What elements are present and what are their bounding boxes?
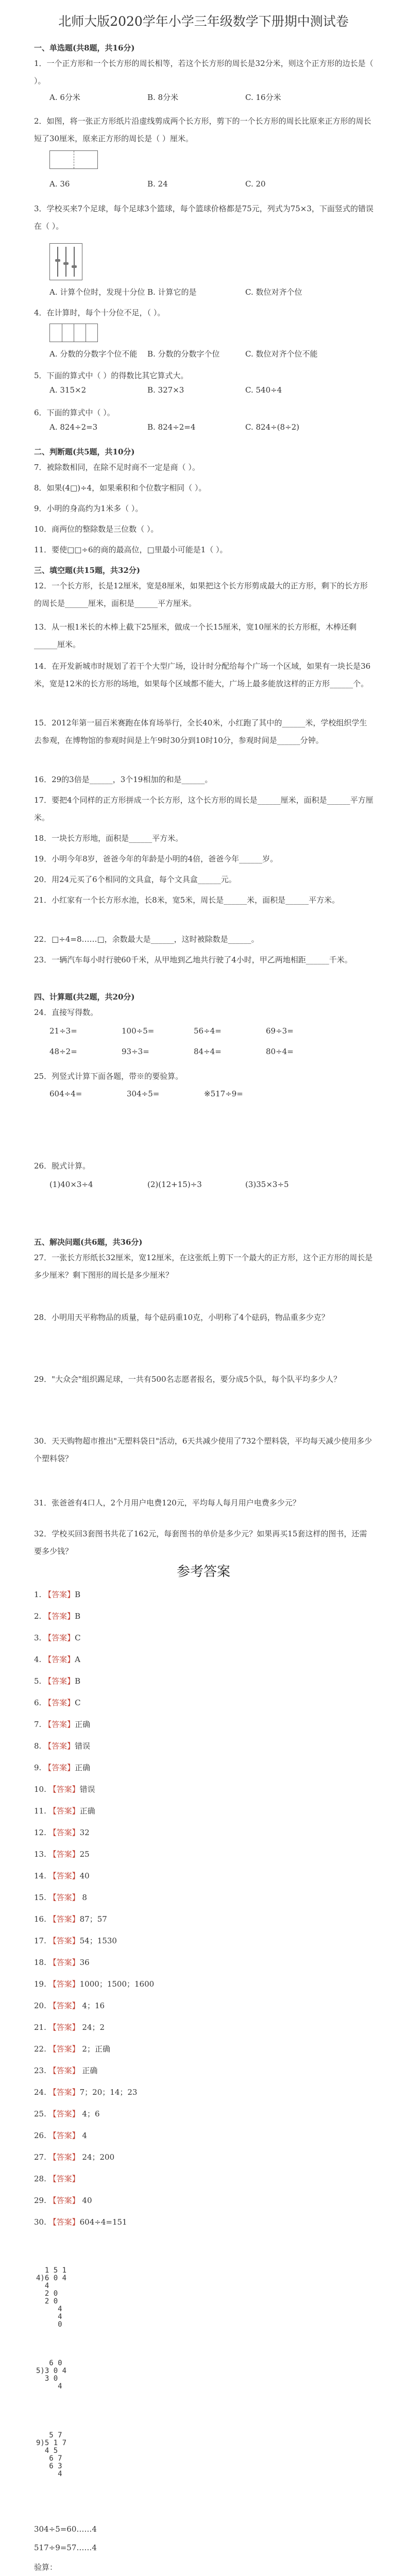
- question-28: 28．小明用天平称物品的质量，每个砝码重10克，小明称了4个砝码，物品重多少克？: [34, 1313, 329, 1322]
- question-24: 24．直接写得数。: [34, 1008, 98, 1017]
- answer-working-line: 验算：: [34, 2563, 58, 2572]
- answer-tag: 【答案】: [48, 2066, 80, 2075]
- mental-math-item: 21÷3=: [49, 1026, 77, 1036]
- question-16: 16．29的3倍是______，3个19相加的和是______。: [34, 775, 213, 784]
- question-5-options: [49, 385, 343, 395]
- question-2-options: [49, 179, 343, 189]
- answer-tag: 【答案】: [48, 2196, 80, 2205]
- answer-tag: 【答案】: [44, 1633, 75, 1642]
- question-1: 1．一个正方形和一个长方形的周长相等，若这个长方形的周长是32分米，则这个正方形的边长是（ ）。: [34, 59, 374, 86]
- question-21: 21．小红家有一个长方形水池，长8米，宽5米，周长是______米，面积是______平方米。: [34, 895, 340, 905]
- mental-math-item: 69÷3=: [266, 1026, 294, 1036]
- answer-tag: 【答案】: [48, 2217, 80, 2227]
- option-c: C. 16分米: [245, 93, 281, 102]
- option-a: A. 315×2: [49, 385, 87, 395]
- question-1-options: [49, 92, 343, 103]
- answer-tag: 【答案】: [48, 1850, 80, 1859]
- vertical-calc-row: [49, 1089, 281, 1098]
- section-3-heading: 三、填空题(共15题，共32分): [34, 566, 140, 575]
- question-30: 30．天天购物超市推出"无塑料袋日"活动，6天共减少使用了732个塑料袋，平均每天减少使用多少个塑料袋？: [34, 1436, 372, 1463]
- answer-working-line: 304÷5=60……4: [34, 2524, 97, 2534]
- mental-math-item: 56÷4=: [194, 1026, 222, 1036]
- answer-tag: 【答案】: [48, 1828, 80, 1837]
- mental-math-item: 80÷4=: [266, 1047, 294, 1056]
- question-19: 19．小明今年8岁，爸爸今年的年龄是小明的4倍，爸爸今年______岁。: [34, 854, 278, 863]
- answer-tag: 【答案】: [48, 2153, 80, 2162]
- step-calc-item: (3)35×3÷5: [245, 1180, 289, 1189]
- vertical-calc-item: ※517÷9=: [204, 1089, 243, 1098]
- answer-tag: 【答案】: [48, 2174, 80, 2183]
- answer-line: 7. 【答案】正确: [34, 1720, 91, 1729]
- long-division-figure: 1 5 1 4)6 0 4 4 2 0 2 0 4 4 0: [36, 2266, 67, 2329]
- answer-line: 20. 【答案】 4；16: [34, 2001, 105, 2010]
- answer-line: 11. 【答案】正确: [34, 1806, 95, 1816]
- answer-tag: 【答案】: [48, 2001, 80, 2010]
- answer-tag: 【答案】: [48, 2088, 80, 2097]
- answer-line: 30. 【答案】604÷4=151: [34, 2217, 127, 2227]
- question-25: 25．列竖式计算下面各题，带※的要验算。: [34, 1072, 183, 1081]
- abacus-rod: [57, 247, 58, 277]
- option-b: B. 计算它的是: [147, 287, 197, 297]
- answer-tag: 【答案】: [48, 1785, 80, 1794]
- mental-math-item: 84÷4=: [194, 1047, 222, 1056]
- answer-line: 23. 【答案】 正确: [34, 2066, 98, 2075]
- answer-tag: 【答案】: [44, 1698, 75, 1707]
- vertical-calc-item: 604÷4=: [49, 1089, 82, 1098]
- question-9: 9．小明的身高约为1米多（ ）。: [34, 504, 143, 513]
- answer-tag: 【答案】: [44, 1720, 75, 1729]
- option-b: B. 分数的分数字个位: [147, 349, 220, 359]
- step-calc-item: (2)(12+15)÷3: [147, 1180, 202, 1189]
- answer-line: 27. 【答案】 24；200: [34, 2153, 115, 2162]
- answer-line: 8. 【答案】错误: [34, 1741, 91, 1751]
- grid-figure: [49, 324, 98, 342]
- answer-line: 3. 【答案】C: [34, 1633, 81, 1642]
- question-31: 31．张爸爸有4口人，2个月用户电费120元，平均每人每月用户电费多少元？: [34, 1498, 300, 1507]
- long-division-figure: 6 0 5)3 0 4 3 0 4: [36, 2359, 67, 2391]
- section-2-heading: 二、判断题(共5题，共10分): [34, 447, 135, 456]
- square-cut-figure: [49, 150, 98, 169]
- option-c: C. 824÷(8÷2): [245, 422, 300, 432]
- question-10: 10．商两位的整除数是三位数（ ）。: [34, 524, 159, 534]
- cut-line: [74, 151, 75, 168]
- option-b: B. 327×3: [147, 385, 184, 395]
- doc-title: 北师大版2020学年小学三年级数学下册期中测试卷: [58, 14, 349, 29]
- question-5: 5．下面的算式中（ ）的得数比其它算式大。: [34, 371, 189, 380]
- mental-math-item: 48÷2=: [49, 1047, 77, 1056]
- answer-tag: 【答案】: [44, 1676, 75, 1686]
- abacus-figure: [49, 243, 82, 280]
- option-a: A. 计算个位时，发现十分位: [49, 287, 145, 297]
- answer-line: 9. 【答案】正确: [34, 1763, 91, 1772]
- question-22: 22．□÷4=8……□，余数最大是______，这时被除数是______。: [34, 935, 259, 944]
- vertical-calc-item: 304÷5=: [127, 1089, 160, 1098]
- answer-tag: 【答案】: [48, 1914, 80, 1924]
- answer-line: 1. 【答案】B: [34, 1590, 81, 1599]
- section-1-heading: 一、单选题(共8题，共16分): [34, 43, 135, 53]
- abacus-bead: [72, 265, 77, 268]
- answer-line: 25. 【答案】 4；6: [34, 2109, 100, 2119]
- question-27: 27．一张长方形纸长32厘米，宽12厘米，在这张纸上剪下一个最大的正方形，这个正方形的周长是多少厘米？剩下图形的周长是多少厘米？: [34, 1253, 373, 1280]
- question-29: 29．"大众会"组织踢足球，一共有500名志愿者报名，要分成5个队，每个队平均多少人？: [34, 1375, 342, 1384]
- mental-math-row-2: [49, 1047, 338, 1056]
- question-6-options: [49, 422, 343, 432]
- step-calc-item: (1)40×3÷4: [49, 1180, 93, 1189]
- answer-tag: 【答案】: [48, 1806, 80, 1816]
- long-division-figure: 5 7 9)5 1 7 4 5 6 7 6 3 4: [36, 2431, 67, 2478]
- answer-tag: 【答案】: [48, 1958, 80, 1967]
- option-c: C. 数位对齐个位: [245, 287, 302, 297]
- question-3: 3．学校买来7个足球，每个足球3个篮球，每个篮球价格都是75元，列式为75×3，下面竖式的错误在（ ）。: [34, 204, 374, 231]
- answer-tag: 【答案】: [48, 2131, 80, 2140]
- question-18: 18．一块长方形地，面积是______平方米。: [34, 834, 183, 843]
- question-2: 2．如图，将一张正方形纸片沿虚线剪成两个长方形，剪下的一个长方形的周长比原来正方形的周长短了30厘米，原来正方形的周长是（ ）厘米。: [34, 116, 371, 143]
- answer-line: 15. 【答案】 8: [34, 1893, 87, 1902]
- question-26: 26．脱式计算。: [34, 1161, 91, 1171]
- answer-line: 29. 【答案】 40: [34, 2196, 92, 2205]
- answer-tag: 【答案】: [44, 1741, 75, 1751]
- answer-line: 24. 【答案】7；20；14；23: [34, 2088, 138, 2097]
- abacus-rod: [74, 247, 75, 277]
- mental-math-item: 93÷3=: [122, 1047, 149, 1056]
- mental-math-row-1: [49, 1026, 338, 1036]
- question-13: 13．从一根1米长的木棒上截下25厘米，做成一个长15厘米，宽10厘米的长方形框，木棒还剩______厘米。: [34, 622, 357, 649]
- abacus-rod: [65, 247, 66, 277]
- question-4-options: [49, 348, 343, 359]
- question-17: 17．要把4个同样的正方形拼成一个长方形，这个长方形的周长是______厘米，面积是______平方厘米。: [34, 795, 374, 822]
- answer-line: 12. 【答案】32: [34, 1828, 90, 1837]
- option-b: B. 8分米: [147, 93, 179, 102]
- step-calc-row: [49, 1180, 343, 1189]
- answer-tag: 【答案】: [48, 2044, 80, 2054]
- answer-line: 22. 【答案】 2；正确: [34, 2044, 110, 2054]
- answer-line: 6. 【答案】C: [34, 1698, 81, 1707]
- answer-tag: 【答案】: [44, 1763, 75, 1772]
- question-12: 12．一个长方形，长是12厘米，宽是8厘米，如果把这个长方形剪成最大的正方形，剩下的长方形的周长是______厘米，面积是______平方厘米。: [34, 581, 368, 608]
- answer-tag: 【答案】: [48, 1936, 80, 1945]
- question-14: 14．在开发新城市时规划了若干个大型广场，设计时分配给每个广场一个区域，如果有一块长是36米，宽是12米的长方形的场地，如果每个区域都不能大，广场上最多能放这样的正方形______个。: [34, 662, 371, 688]
- section-4-heading: 四、计算题(共2题，共20分): [34, 992, 135, 1002]
- answer-tag: 【答案】: [48, 2023, 80, 2032]
- option-a: A. 分数的分数字个位不能: [49, 349, 138, 359]
- option-b: B. 24: [147, 179, 168, 189]
- answer-tag: 【答案】: [44, 1612, 75, 1621]
- answer-line: 4. 【答案】A: [34, 1655, 80, 1664]
- answer-line: 16. 【答案】87；57: [34, 1914, 107, 1924]
- answer-line: 28. 【答案】: [34, 2174, 80, 2183]
- option-a: A. 36: [49, 179, 70, 189]
- answer-key-title: 参考答案: [176, 1564, 230, 1580]
- question-23: 23．一辆汽车每小时行驶60千米，从甲地到乙地共行驶了4小时，甲乙两地相距______千米。: [34, 955, 352, 964]
- question-32: 32．学校买回3套图书共花了162元，每套图书的单价是多少元？如果再买15套这样的图书，还需要多少钱？: [34, 1529, 367, 1556]
- question-8: 8．如果(4□)÷4，如果乘积和个位数字相同（ ）。: [34, 483, 207, 493]
- answer-tag: 【答案】: [48, 2109, 80, 2119]
- answer-line: 17. 【答案】54；1530: [34, 1936, 117, 1945]
- answer-line: 26. 【答案】 4: [34, 2131, 87, 2140]
- answer-line: 2. 【答案】B: [34, 1612, 81, 1621]
- question-3-options: [49, 286, 343, 297]
- answer-line: 14. 【答案】40: [34, 1871, 90, 1880]
- question-11: 11．要使□□÷6的商的最高位，□里最小可能是1（ ）。: [34, 545, 228, 554]
- option-c: C. 数位对齐个位不能: [245, 349, 318, 359]
- answer-tag: 【答案】: [48, 1893, 80, 1902]
- answer-line: 5. 【答案】B: [34, 1676, 81, 1686]
- abacus-bead: [55, 259, 60, 262]
- option-a: A. 824÷2=3: [49, 422, 98, 432]
- abacus-bead: [63, 262, 69, 265]
- question-7: 7．被除数相同，在除不足时商不一定是商（ ）。: [34, 463, 200, 472]
- option-c: C. 540÷4: [245, 385, 282, 395]
- answer-tag: 【答案】: [48, 1871, 80, 1880]
- answer-line: 21. 【答案】 24；2: [34, 2023, 105, 2032]
- answer-line: 10. 【答案】错误: [34, 1785, 95, 1794]
- question-15: 15．2012年第一届百米赛跑在体育场举行，全长40米，小红跑了其中的______米，学校组织学生去参观，在博物馆的参观时间是上午9时30分到10时10分，参观时间是______分钟。: [34, 718, 367, 745]
- answer-tag: 【答案】: [44, 1655, 75, 1664]
- section-5-heading: 五、解决问题(共6题，共36分): [34, 1238, 143, 1247]
- answer-line: 13. 【答案】25: [34, 1850, 90, 1859]
- answer-working-line: 517÷9=57……4: [34, 2543, 97, 2552]
- option-b: B. 824÷2=4: [147, 422, 196, 432]
- question-6: 6．下面的算式中（ ）。: [34, 408, 115, 417]
- option-c: C. 20: [245, 179, 266, 189]
- option-a: A. 6分米: [49, 93, 80, 102]
- question-4: 4．在计算时，每个十分位不足，（ ）。: [34, 308, 165, 317]
- answer-tag: 【答案】: [48, 1979, 80, 1989]
- answer-line: 19. 【答案】1000；1500；1600: [34, 1979, 155, 1989]
- answer-tag: 【答案】: [44, 1590, 75, 1599]
- question-20: 20．用24元买了6个相同的文具盒，每个文具盒______元。: [34, 875, 236, 884]
- answer-line: 18. 【答案】36: [34, 1958, 90, 1967]
- mental-math-item: 100÷5=: [122, 1026, 155, 1036]
